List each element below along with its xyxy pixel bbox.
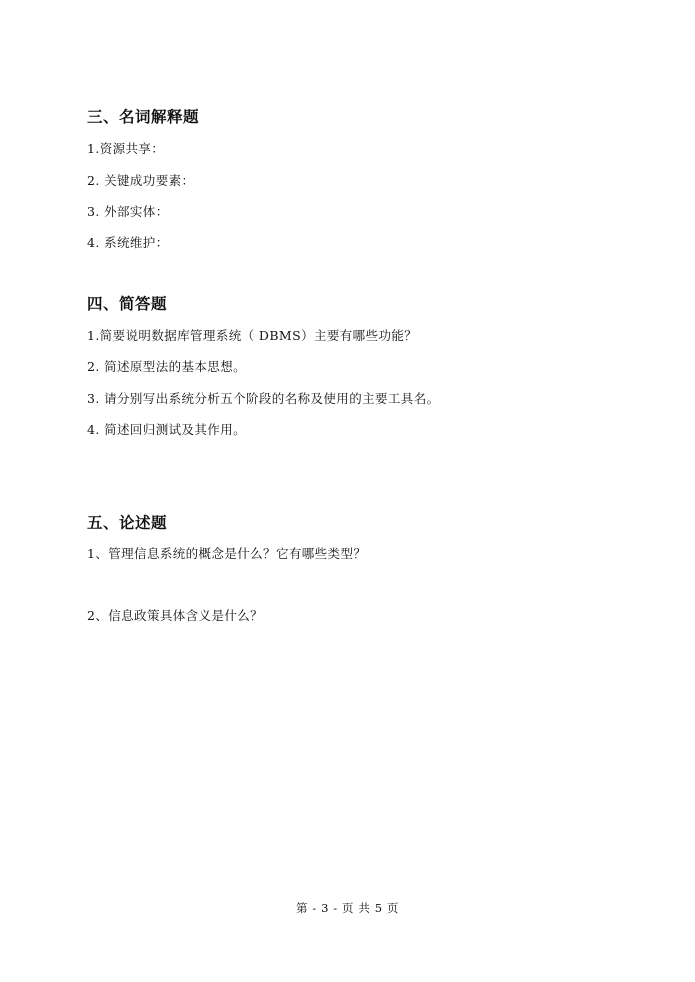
question-item: 2. 关键成功要素： xyxy=(87,173,195,188)
question-item: 3. 请分别写出系统分析五个阶段的名称及使用的主要工具名。 xyxy=(87,391,440,406)
question-item: 4. 系统维护： xyxy=(87,235,169,250)
question-item: 2. 简述原型法的基本思想。 xyxy=(87,359,247,374)
section-title-essay: 五、论述题 xyxy=(87,514,168,532)
page-footer: 第 - 3 - 页 共 5 页 xyxy=(296,901,399,915)
question-item: 1.资源共享： xyxy=(87,141,165,156)
question-item: 2、信息政策具体含义是什么？ xyxy=(87,608,264,623)
question-item: 1.简要说明数据库管理系统（ DBMS）主要有哪些功能？ xyxy=(87,328,418,343)
section-title-noun-explanation: 三、名词解释题 xyxy=(87,108,200,126)
question-item: 1、管理信息系统的概念是什么？它有哪些类型？ xyxy=(87,546,367,561)
section-title-short-answer: 四、简答题 xyxy=(87,295,168,313)
question-item: 3. 外部实体： xyxy=(87,204,169,219)
question-item: 4. 简述回归测试及其作用。 xyxy=(87,422,247,437)
